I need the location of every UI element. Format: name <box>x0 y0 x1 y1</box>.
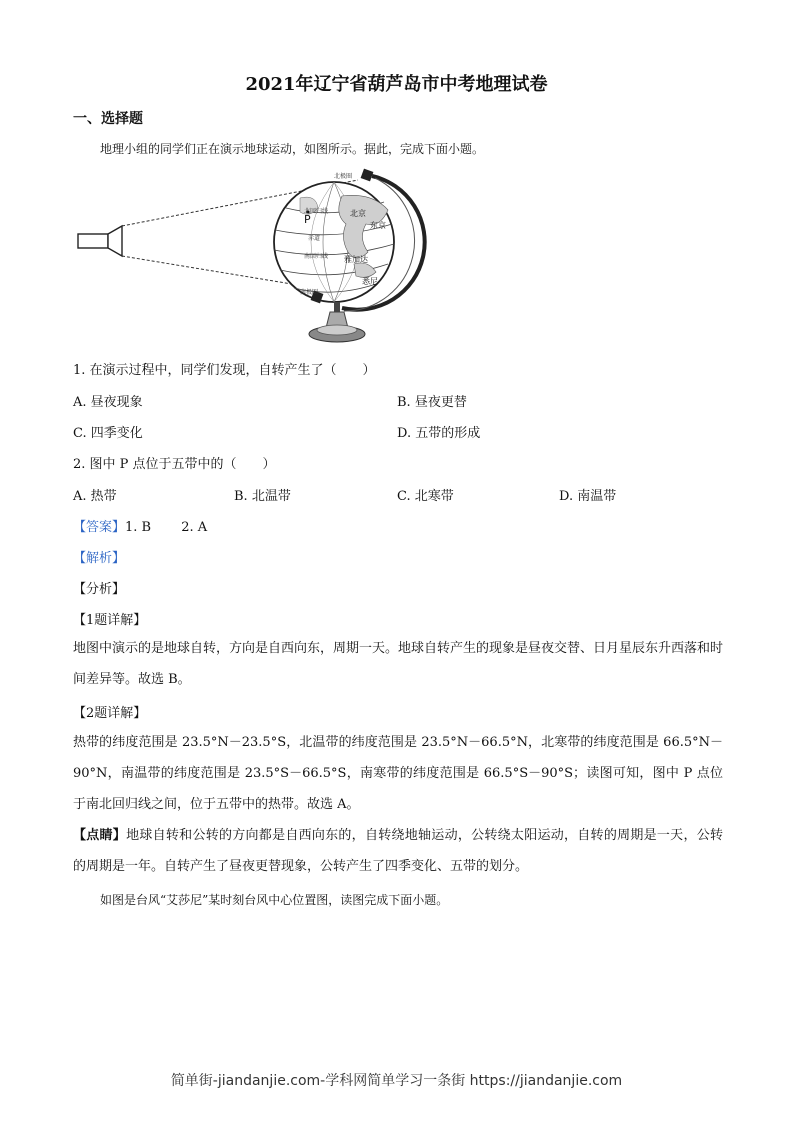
flashlight-icon <box>78 226 122 256</box>
label-jakarta: 雅加达 <box>344 255 368 264</box>
dianjing-block <box>73 820 723 882</box>
answer-text: 1. B 2. A <box>125 520 208 535</box>
detail-2-label: 【2题详解】 <box>73 706 147 721</box>
q2-option-d: D. 南温带 <box>559 489 617 504</box>
detail-1-label: 【1题详解】 <box>73 613 147 628</box>
label-equator: 赤道 <box>308 235 321 242</box>
globe <box>274 169 425 311</box>
q1-option-d: D. 五带的形成 <box>397 426 481 441</box>
fenxi-label: 【分析】 <box>73 582 126 597</box>
q1-option-c: C. 四季变化 <box>73 426 143 441</box>
q2-option-b: B. 北温带 <box>234 489 291 504</box>
answer-label: 【答案】 <box>73 520 126 535</box>
p-label: P <box>304 213 311 226</box>
label-tropic-capricorn: 南回归线 <box>304 253 329 260</box>
question-2-stem: 2. 图中 P 点位于五带中的（ ） <box>73 457 276 472</box>
label-tropic-cancer: 北回归线 <box>304 208 329 215</box>
answer-line <box>73 516 207 535</box>
q2-option-a: A. 热带 <box>73 489 117 504</box>
question-1-stem: 1. 在演示过程中，同学们发现，自转产生了（ ） <box>73 363 376 378</box>
dianjing-text: 地球自转和公转的方向都是自西向东的，自转绕地轴运动，公转绕太阳运动，自转的周期是一天，公转的周期是一年。自转产生了昼夜更替现象，公转产生了四季变化、五带的划分。 <box>73 828 723 874</box>
label-beijing: 北京 <box>350 209 366 218</box>
label-sydney: 悉尼 <box>362 277 378 286</box>
label-arctic-circle: 北极圈 <box>334 173 353 180</box>
globe-figure <box>72 168 432 348</box>
detail-1-text: 地图中演示的是地球自转，方向是自西向东，周期一天。地球自转产生的现象是昼夜交替、日月星辰东升西落和时间差异等。故选 B。 <box>73 641 724 687</box>
label-tokyo: 东京 <box>370 221 386 230</box>
analysis-label: 【解析】 <box>73 551 126 566</box>
q2-option-c: C. 北寒带 <box>397 489 454 504</box>
section-heading: 一、选择题 <box>73 111 143 127</box>
footer-watermark: 简单街-jiandanjie.com-学科网简单学习一条街 https://jiandanjie.com <box>170 1073 623 1089</box>
dianjing-label: 【点睛】 <box>73 828 127 843</box>
q1-option-b: B. 昼夜更替 <box>397 395 467 410</box>
q1-option-a: A. 昼夜现象 <box>73 395 143 410</box>
intro-text-2: 如图是台风“艾莎尼”某时刻台风中心位置图，读图完成下面小题。 <box>100 893 449 907</box>
page-title: 2021年辽宁省葫芦岛市中考地理试卷 <box>245 74 548 95</box>
intro-text-1: 地理小组的同学们正在演示地球运动，如图所示。据此，完成下面小题。 <box>100 142 485 156</box>
detail-2-text: 热带的纬度范围是 23.5°N－23.5°S，北温带的纬度范围是 23.5°N－66.5°N，北寒带的纬度范围是 66.5°N－90°N，南温带的纬度范围是 23.5°S－66.5°S，南寒带的纬度范围是 66.5°S－90°S；读图可知，图中 P 点位于南北回归线之间，位于五带中的热带。故选 A。 <box>73 735 723 812</box>
label-antarctic-circle: 南极圈 <box>300 289 319 296</box>
